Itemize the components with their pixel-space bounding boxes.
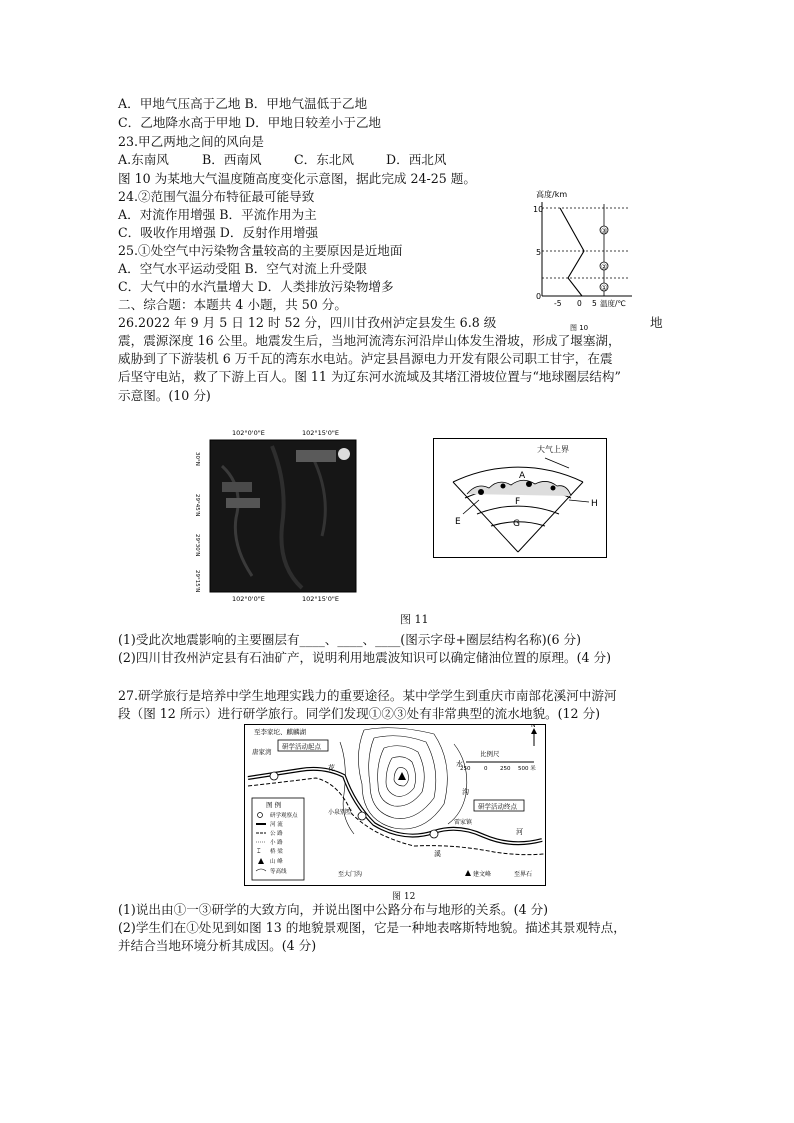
fig11-lon-left-top: 102°0'0"E xyxy=(232,429,265,437)
fig12-river-char-4: 水 xyxy=(456,760,463,768)
fig12-legend-item-2: 河 流 xyxy=(270,822,283,828)
q26-line2: 震，震源深度 16 公里。地震发生后，当地河流湾东河沿岸山体发生滑坡，形成了堰塞湖， xyxy=(118,333,621,348)
fig12-legend-item-4: 小 路 xyxy=(270,840,283,846)
fig12-scale-tick-3: 250 xyxy=(500,766,511,772)
fig10-xtick-minus5: -5 xyxy=(554,299,562,308)
fig10-xtick-0: 0 xyxy=(577,299,582,308)
fig12-north: N xyxy=(531,724,536,729)
q23-option-c: C．东北风 xyxy=(294,152,355,167)
fig12-legend-item-5: 桥 梁 xyxy=(270,849,283,855)
fig12-scale-tick-2: 0 xyxy=(484,766,488,772)
fig12-legend-item-1: 研学观察点 xyxy=(270,813,298,819)
fig11-letter-h: H xyxy=(591,499,598,509)
q25-stem: 25.①处空气中污染物含量较高的主要原因是近地面 xyxy=(118,243,403,258)
q24-options-line1: A．对流作用增强 B．平流作用为主 xyxy=(118,207,317,222)
q22-options-line2: C．乙地降水高于甲地 D．甲地日较差小于乙地 xyxy=(118,115,382,130)
q22-options-line1: A．甲地气压高于乙地 B．甲地气温低于乙地 xyxy=(118,96,368,111)
fig11-lat-4: 29°15'N xyxy=(194,570,200,593)
intro-24-25: 图 10 为某地大气温度随高度变化示意图，据此完成 24-25 题。 xyxy=(118,171,476,186)
fig12-legend-title: 图 例 xyxy=(266,801,282,809)
fig12-start-box: 研学活动起点 xyxy=(282,742,321,751)
fig12-legend-item-3: 公 路 xyxy=(270,831,283,837)
q27-sub3: 并结合当地环境分析其成因。(4 分) xyxy=(118,938,317,953)
fig10-xtick-5: 5 xyxy=(592,299,597,308)
q25-options-line2: C．大气中的水汽量增大 D．人类排放污染物增多 xyxy=(118,279,394,294)
figure-12-topographic-map xyxy=(244,724,546,886)
fig12-river-char-1: 花 xyxy=(328,764,335,772)
q23-stem: 23.甲乙两地之间的风向是 xyxy=(118,134,264,149)
fig10-xlabel: 温度/℃ xyxy=(600,299,626,308)
fig10-zone-1: ① xyxy=(601,284,608,292)
fig10-ytick-0: 0 xyxy=(536,292,542,301)
fig12-peak-label: 建文峰 xyxy=(473,871,492,878)
fig11-lon-left-bottom: 102°0'0"E xyxy=(232,595,265,603)
q24-stem: 24.②范围气温分布特征最可能导致 xyxy=(118,189,315,204)
fig10-zone-2: ② xyxy=(601,263,608,271)
q23-option-b: B．西南风 xyxy=(202,152,262,167)
q23-option-a: A.东南风 xyxy=(118,152,169,167)
fig10-caption: 图 10 xyxy=(570,324,589,332)
fig12-river-char-3: 河 xyxy=(516,828,523,836)
fig12-caption: 图 12 xyxy=(392,892,416,902)
fig12-place-small: 小泉别墅 xyxy=(328,809,353,816)
fig12-scale-tick-1: 250 xyxy=(460,766,471,772)
fig10-zone-3: ③ xyxy=(601,227,608,235)
fig12-river-char-5: 沟 xyxy=(462,788,469,796)
fig12-legend-item-6: 山 峰 xyxy=(270,859,283,865)
fig12-place-bottom-right: 至界石 xyxy=(514,871,533,878)
fig12-top-label: 至李家坨、麒麟湖 xyxy=(254,728,306,736)
q26-line5: 示意图。(10 分) xyxy=(118,388,211,403)
fig12-scale-tick-4: 500 米 xyxy=(518,766,536,772)
fig11-letter-e: E xyxy=(455,517,461,527)
q26-line4: 后坚守电站，救了下游上百人。图 11 为辽东河水流域及其堵江滑坡位置与“地球圈层结构” xyxy=(118,369,621,384)
q25-options-line1: A．空气水平运动受阻 B．空气对流上升受限 xyxy=(118,261,368,276)
fig11-lat-3: 29°30'N xyxy=(194,534,200,557)
fig12-legend-item-7: 等高线 xyxy=(270,869,287,875)
figure-11-satellite-map xyxy=(192,426,372,604)
fig10-ylabel: 高度/km xyxy=(536,190,568,199)
q27-line1: 27.研学旅行是培养中学生地理实践力的重要途径。某中学学生到重庆市南部花溪河中游河 xyxy=(118,688,617,703)
fig11-letter-g: G xyxy=(513,519,520,529)
bridge-icon: ⌶ xyxy=(257,848,261,855)
q27-line2: 段（图 12 所示）进行研学旅行。同学们发现①②③处有非常典型的流水地貌。(12 分) xyxy=(118,706,601,721)
fig11-lat-2: 29°45'N xyxy=(194,494,200,517)
q26-line1-tail: 地 xyxy=(650,315,663,330)
fig10-temp-curve xyxy=(560,208,584,296)
q26-line3: 威胁到了下游装机 6 万千瓦的湾东水电站。泸定县昌源电力开发有限公司职工甘宇，在震 xyxy=(118,351,613,366)
fig12-legend xyxy=(252,798,304,880)
fig11-atmosphere-top-label: 大气上界 xyxy=(537,445,569,454)
fig12-scale-title: 比例尺 xyxy=(480,750,500,758)
figure-10-temperature-height-chart xyxy=(522,184,642,334)
fig12-place-town: 雷家镇 xyxy=(454,819,473,826)
fig11-letter-a: A xyxy=(519,471,526,481)
fig11-letter-f: F xyxy=(515,497,521,507)
fig12-river-char-2: 溪 xyxy=(434,850,441,858)
figure-11-earth-sphere-diagram xyxy=(433,438,607,558)
fig12-point-1 xyxy=(270,772,278,780)
q23-option-d: D．西北风 xyxy=(386,152,447,167)
q26-sub1: (1)受此次地震影响的主要圈层有____、____、____(图示字母+圈层结构名称)(6 分) xyxy=(118,632,582,647)
fig12-end-box: 研学活动终点 xyxy=(478,802,517,811)
q27-sub1: (1)说出由①一③研学的大致方向，并说出图中公路分布与地形的关系。(4 分) xyxy=(118,902,549,917)
q27-sub2: (2)学生们在①处见到如图 13 的地貌景观图，它是一种地表喀斯特地貌。描述其景观特点， xyxy=(118,920,626,935)
fig10-ytick-5: 5 xyxy=(536,248,542,257)
fig11-caption: 图 11 xyxy=(400,613,429,626)
fig10-ytick-10: 10 xyxy=(533,205,544,214)
fig12-place-bottom-left: 至大门沟 xyxy=(338,871,363,878)
fig12-point-2 xyxy=(358,812,366,820)
fig12-point-3 xyxy=(430,830,438,838)
fig11-lon-right-bottom: 102°15'0"E xyxy=(302,595,339,603)
q26-line1: 26.2022 年 9 月 5 日 12 时 52 分，四川甘孜州泸定县发生 6.8 级 xyxy=(118,315,497,330)
q26-sub2: (2)四川甘孜州泸定县有石油矿产，说明利用地震波知识可以确定储油位置的原理。(4 分) xyxy=(118,650,612,665)
fig12-place-left: 唐家湾 xyxy=(252,748,272,756)
section2-heading: 二、综合题：本题共 4 小题，共 50 分。 xyxy=(118,297,347,312)
fig11-lon-right-top: 102°15'0"E xyxy=(302,429,339,437)
q24-options-line2: C．吸收作用增强 D．反射作用增强 xyxy=(118,225,319,240)
fig11-lat-1: 30°N xyxy=(194,452,200,466)
